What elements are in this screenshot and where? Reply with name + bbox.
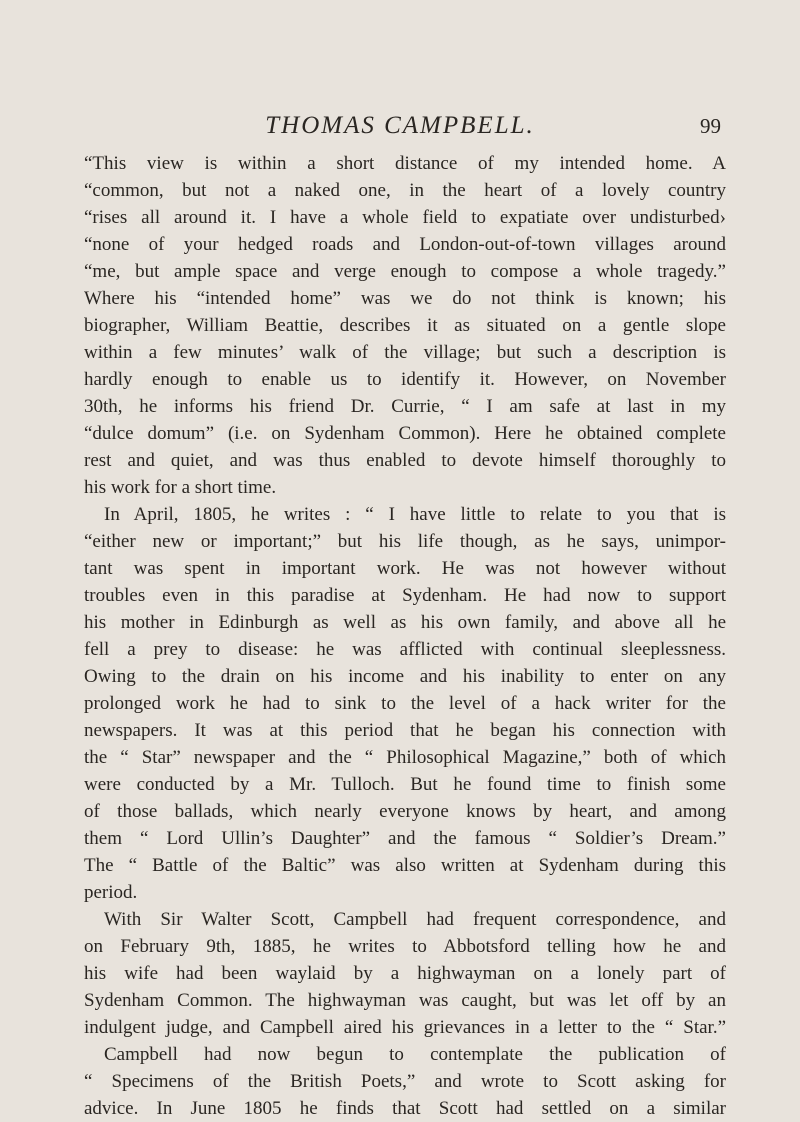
text-line: The “ Battle of the Baltic” was also written at Sydenham during this bbox=[84, 855, 726, 876]
text-line: his work for a short time. bbox=[84, 477, 277, 498]
text-line: “me, but ample space and verge enough to compose a whole tragedy.” bbox=[84, 261, 726, 282]
text-line: “dulce domum” (i.e. on Sydenham Common). Here he obtained complete bbox=[84, 423, 726, 444]
text-line: 30th, he informs his friend Dr. Currie, “ I am safe at last in my bbox=[84, 396, 726, 417]
text-line: With Sir Walter Scott, Campbell had frequent correspondence, and bbox=[104, 909, 726, 930]
text-line: “ Specimens of the British Poets,” and wrote to Scott asking for bbox=[84, 1071, 726, 1092]
page-number: 99 bbox=[700, 114, 721, 138]
text-line: troubles even in this paradise at Sydenham. He had now to support bbox=[84, 585, 726, 606]
text-line: period. bbox=[84, 882, 138, 903]
text-line: “This view is within a short distance of my intended home. A bbox=[84, 153, 726, 174]
text-line: tant was spent in important work. He was not however without bbox=[84, 558, 726, 579]
text-line: hardly enough to enable us to identify it. However, on November bbox=[84, 369, 726, 390]
text-line: “rises all around it. I have a whole field to expatiate over undisturbed› bbox=[84, 207, 726, 228]
text-line: prolonged work he had to sink to the level of a hack writer for the bbox=[84, 693, 726, 714]
text-line: Owing to the drain on his income and his inability to enter on any bbox=[84, 666, 726, 687]
text-line: were conducted by a Mr. Tulloch. But he found time to finish some bbox=[84, 774, 726, 795]
body-text bbox=[84, 150, 726, 1122]
text-line: “either new or important;” but his life though, as he says, unimpor- bbox=[84, 531, 726, 552]
text-line: Campbell had now begun to contemplate the publication of bbox=[104, 1044, 726, 1065]
text-line: Where his “intended home” was we do not think is known; his bbox=[84, 288, 726, 309]
text-line: his wife had been waylaid by a highwayman on a lonely part of bbox=[84, 963, 726, 984]
running-title: THOMAS CAMPBELL. bbox=[265, 112, 535, 139]
text-line: within a few minutes’ walk of the village; but such a description is bbox=[84, 342, 726, 363]
text-line: Sydenham Common. The highwayman was caught, but was let off by an bbox=[84, 990, 726, 1011]
text-line: his mother in Edinburgh as well as his own family, and above all he bbox=[84, 612, 726, 633]
text-line: advice. In June 1805 he finds that Scott had settled on a similar bbox=[84, 1098, 726, 1119]
text-line: rest and quiet, and was thus enabled to devote himself thoroughly to bbox=[84, 450, 726, 471]
text-line: fell a prey to disease: he was afflicted with continual sleeplessness. bbox=[84, 639, 726, 660]
text-line: the “ Star” newspaper and the “ Philosophical Magazine,” both of which bbox=[84, 747, 726, 768]
text-line: of those ballads, which nearly everyone knows by heart, and among bbox=[84, 801, 726, 822]
text-line: “none of your hedged roads and London-out-of-town villages around bbox=[84, 234, 726, 255]
text-line: newspapers. It was at this period that he began his connection with bbox=[84, 720, 726, 741]
text-line: on February 9th, 1885, he writes to Abbotsford telling how he and bbox=[84, 936, 726, 957]
text-line: In April, 1805, he writes : “ I have little to relate to you that is bbox=[104, 504, 726, 525]
text-line: them “ Lord Ullin’s Daughter” and the famous “ Soldier’s Dream.” bbox=[84, 828, 726, 849]
text-line: indulgent judge, and Campbell aired his grievances in a letter to the “ Star.” bbox=[84, 1017, 726, 1038]
text-line: “common, but not a naked one, in the heart of a lovely country bbox=[84, 180, 726, 201]
text-line: biographer, William Beattie, describes it as situated on a gentle slope bbox=[84, 315, 726, 336]
